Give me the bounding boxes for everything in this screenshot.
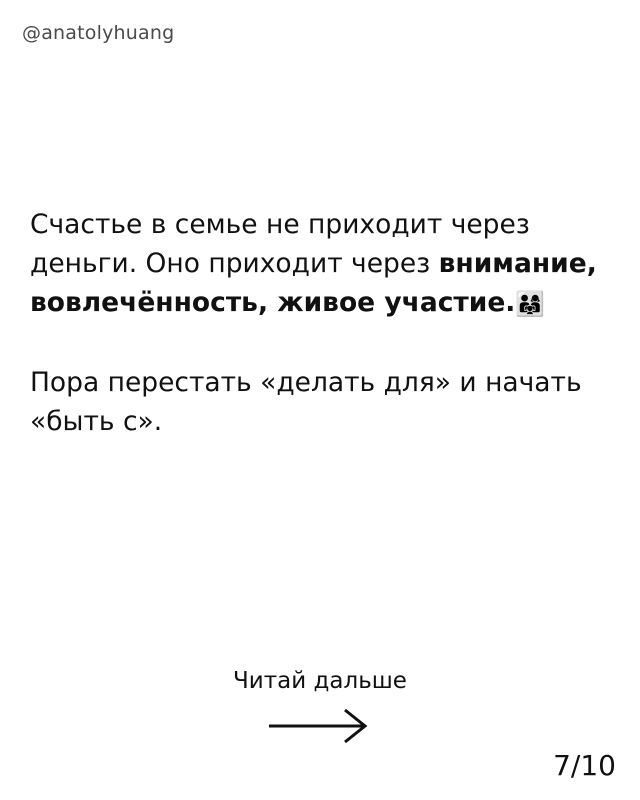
family-emoji-icon: 👨‍👩‍👧: [515, 290, 546, 318]
arrow-right-icon: [0, 706, 640, 746]
author-handle: @anatolyhuang: [22, 22, 175, 44]
text-run-plain-1: Счастье в семье не приходит через деньги. Оно приходит через: [30, 209, 530, 279]
text-run-plain-2: Пора перестать «делать для» и начать «быть с».: [30, 367, 582, 437]
paragraph-1: [30, 205, 610, 324]
cta-label: Читай дальше: [233, 668, 407, 694]
post-body: [30, 205, 610, 441]
paragraph-2: [30, 363, 610, 441]
text-run-bold-1: внимание, вовлечённость, живое участие.: [30, 248, 597, 318]
page-counter: 7/10: [553, 749, 616, 782]
